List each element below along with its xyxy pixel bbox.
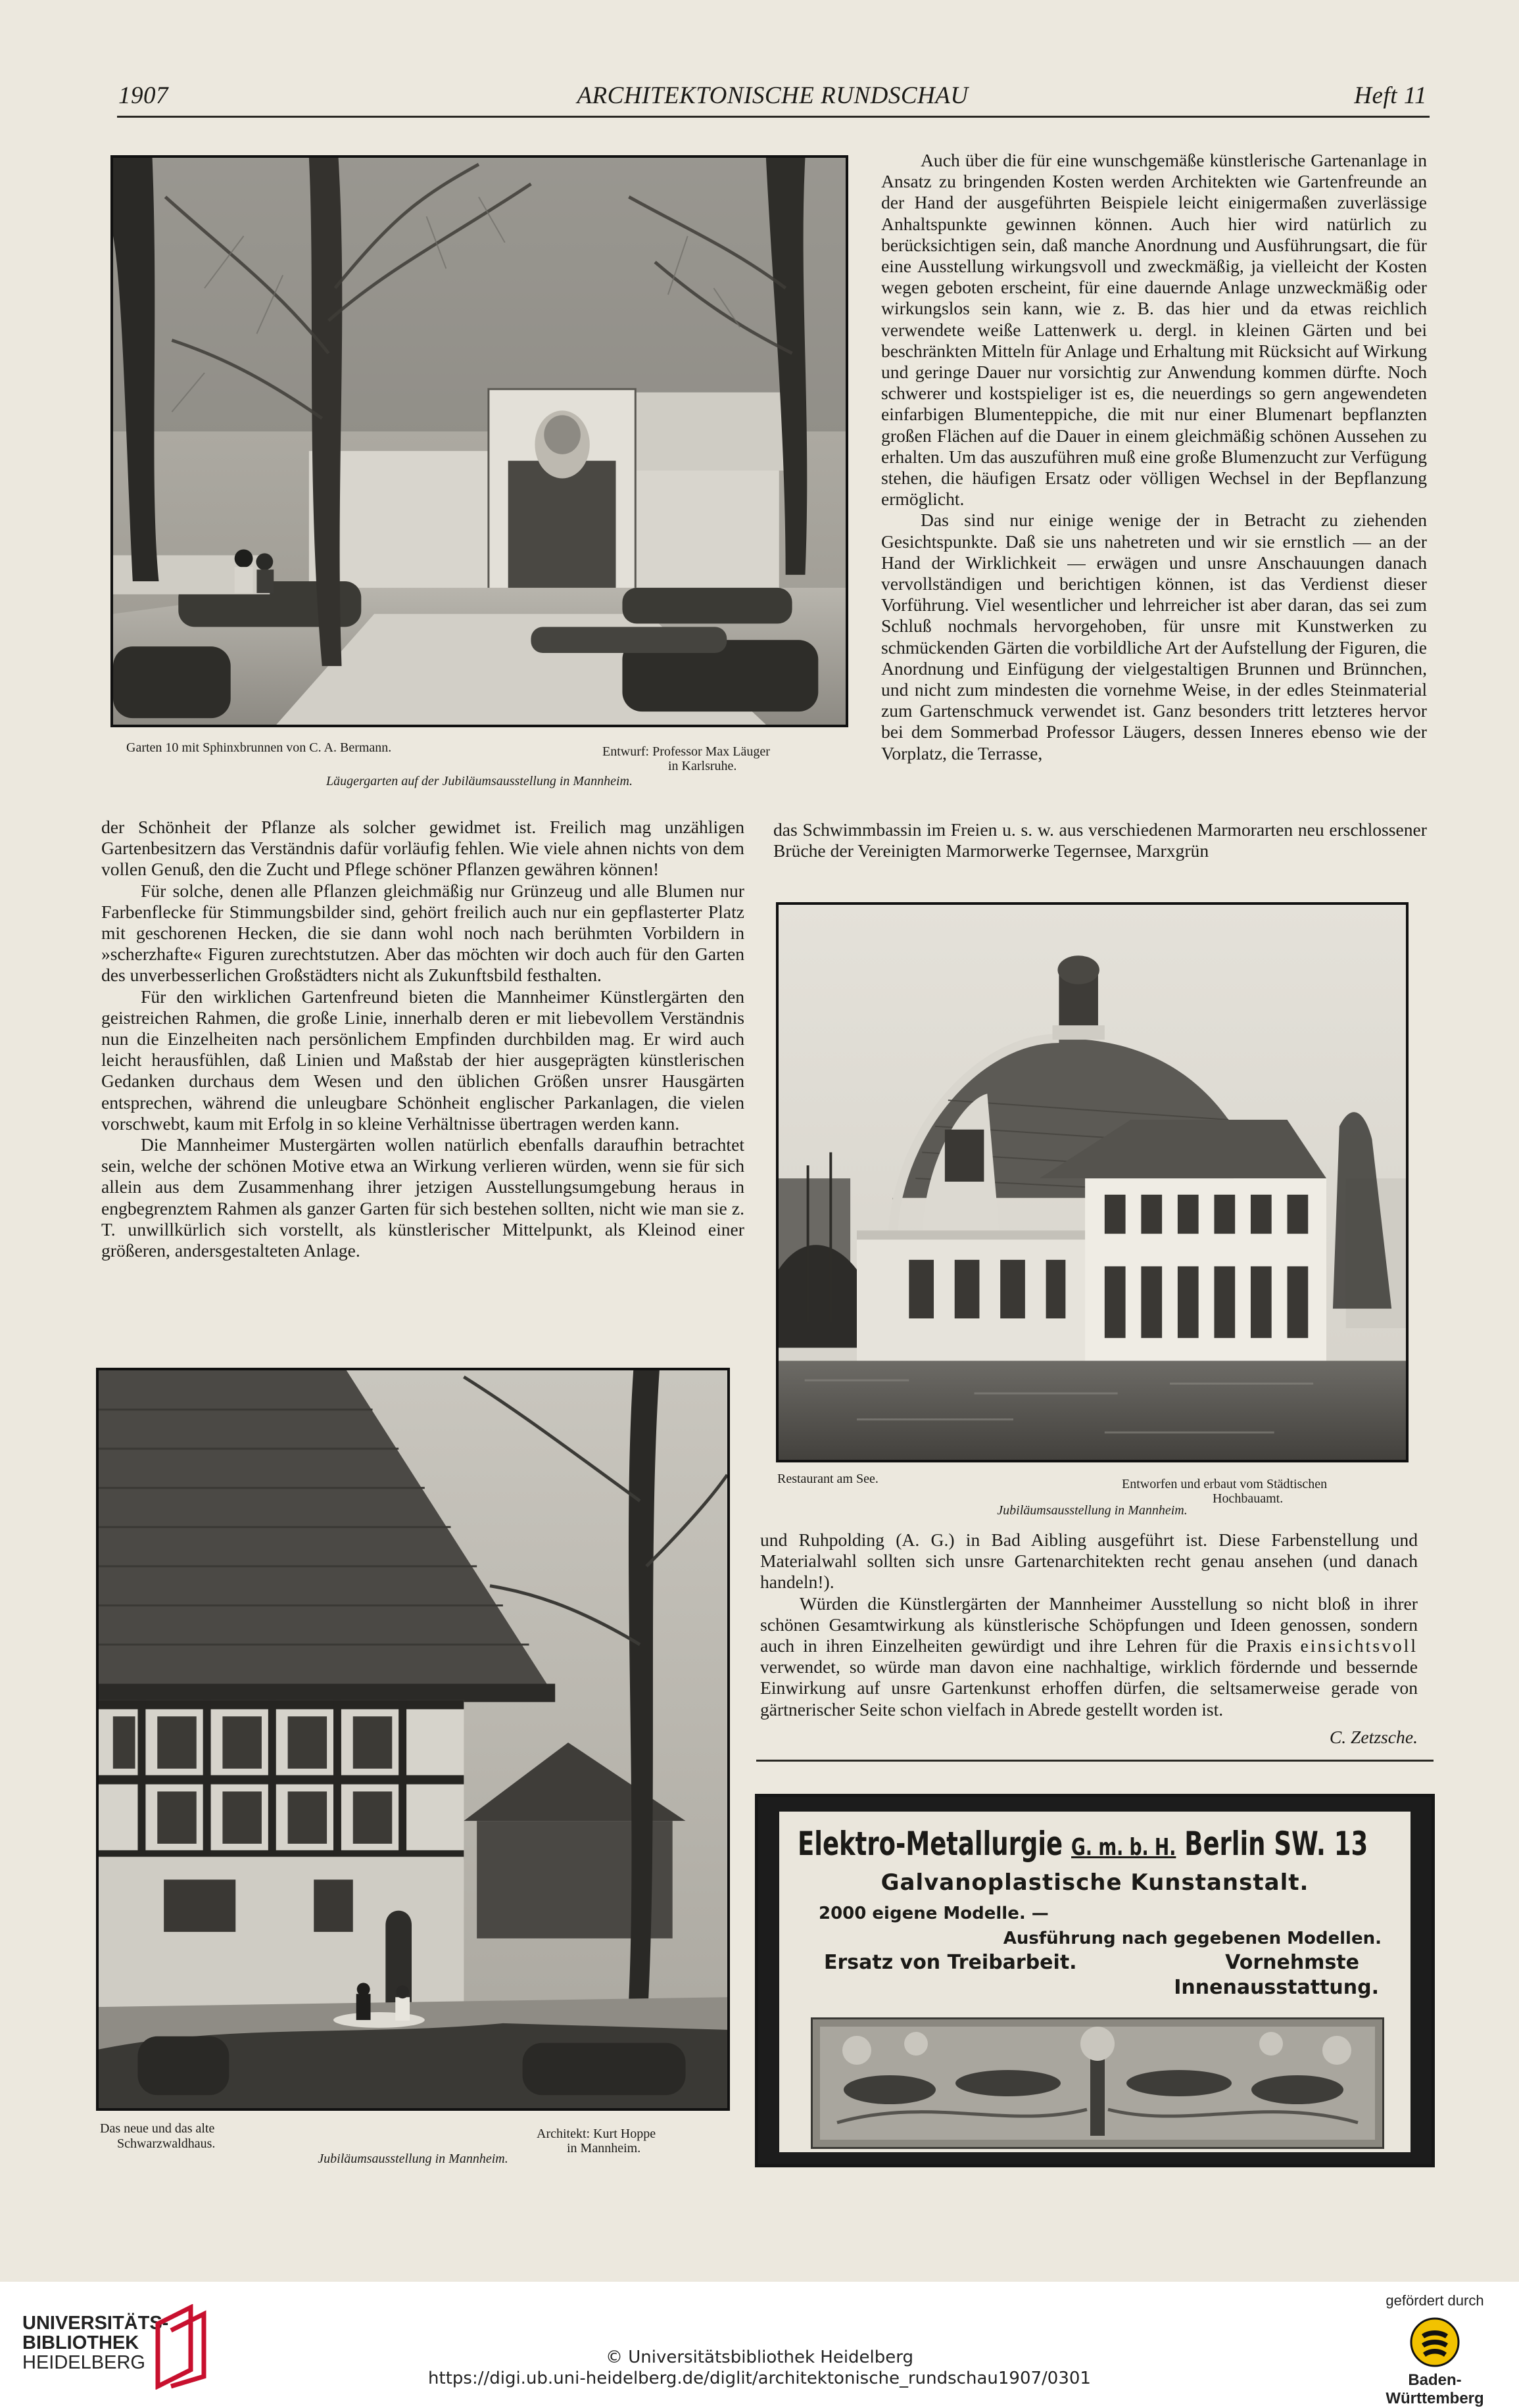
permalink[interactable]: https://digi.ub.uni-heidelberg.de/diglit/architektonische_rundschau1907/0301 [428, 2369, 1091, 2388]
text-column-right-bottom [760, 1529, 1418, 1720]
text-column-right-top [881, 150, 1427, 764]
ad-execution: Ausführung nach gegebenen Modellen. [1003, 1929, 1382, 1948]
paragraph-text: verwendet, so würde man davon eine nachhaltige, wirklich fördernde und bessernde Einwirkung auf unsre Gartenkunst erhoffen dürfen, die seltsamerweise gerade von gärtnerischer Seite schon vielfach in Abrede gestellt worden ist. [760, 1656, 1418, 1720]
paragraph: Auch über die für eine wunschgemäße künstlerische Gartenanlage in Ansatz zu bringenden Kosten werden Architekten wie Gartenfreunde an der Hand der ausgeführten Beispiele leicht einigermaßen zuverlässige Anhaltspunkte gewinnen können. Auch hier wird natürlich zu berücksichtigen sein, daß manche Anordnung und Ausführungsart, die für eine Ausstellung wirkungsvoll und zweckmäßig, ja vielleicht der Kosten wegen geboten erscheint, für eine dauernde Anlage unzweckmäßig oder wirkungslos sein kann, wie z. B. das hier und da etwas reichlich verwendete weiße Lattenwerk u. dergl. in kleinen Gärten und bei beschränkten Mitteln für Anlage und Erhaltung mit Rücksicht auf Wirkung und geringe Dauer nur vorsichtig zur Anwendung kommen dürfte. Noch schwerer und kostspieliger ist es, die neuerdings so gern angewendeten einfarbigen Blumenteppiche, die mit nur einer Blumenart bepflanzten großen Flächen auf die Dauer in einem gleichmäßig schönen Aussehen zu erhalten. Um das auszuführen muß eine große Blumenzucht zur Verfügung stehen, die häufigen Ersatz oder völligen Wechsel in der Bepflanzung ermöglicht. [881, 150, 1427, 510]
paragraph: Die Mannheimer Mustergärten wollen natürlich ebenfalls daraufhin betrachtet sein, welche der schönen Motive etwa an Wirkung verlieren würden, wenn sie für sich allein aus dem Zusammenhang ihrer jetzigen Ausstellungsumgebung heraus in engbegrenztem Rahmen als ganzer Garten für sich bestehen sollten, nicht wie man sie z. T. unwillkürlich sich vorstellt, als künstlerischer Mittelpunkt, als Kleinod einer größeren, andersgestalteten Anlage. [101, 1134, 744, 1261]
running-head [118, 82, 1427, 114]
restaurant-caption-right-2: Hochbauamt. [1213, 1491, 1284, 1506]
house-caption-left-2: Schwarzwaldhaus. [117, 2136, 216, 2151]
house-caption-center: Jubiläumsausstellung in Mannheim. [318, 2152, 508, 2166]
text-wide-lines [773, 819, 1427, 861]
ad-replacement: Ersatz von Treibarbeit. [824, 1951, 1077, 1974]
relief-plaque-image [811, 2017, 1384, 2149]
garden-caption-left: Garten 10 mit Sphinxbrunnen von C. A. Bermann. [126, 740, 392, 755]
garden-caption-right-2: in Karlsruhe. [668, 759, 737, 773]
ad-interior: Innenausstattung. [1174, 1976, 1379, 1999]
emphasized-word: einsichtsvoll [1300, 1635, 1418, 1656]
ad-finest: Vornehmste [1225, 1951, 1359, 1974]
garden-image [113, 158, 846, 725]
ad-company-name: Elektro-Metallurgie [798, 1825, 1063, 1863]
paragraph: der Schönheit der Pflanze als solcher gewidmet ist. Freilich mag unzähligen Gartenbesitzern das Verständnis dafür vorläufig fehlen. Wie viele ahnen nichts von dem vollen Genuß, den die Zucht und Pflege schöner Pflanzen gewähren können! [101, 817, 744, 880]
baden-wuerttemberg-coat-of-arms-icon [1409, 2316, 1461, 2369]
library-footer [0, 2282, 1519, 2407]
ad-border-bottom [758, 2152, 1432, 2164]
volume-year: 1907 [118, 82, 168, 109]
journal-title: ARCHITEKTONISCHE RUNDSCHAU [577, 82, 969, 109]
end-rule [756, 1760, 1434, 1762]
paragraph: Das sind nur einige wenige der in Betracht zu ziehenden Gesichtspunkte. Daß sie uns nahetreten und wir sie ernstlich — an der Hand der Wirklichkeit — erwägen und unsre Anschauungen danach vervollständigen und berichtigen können, ist das Verdienst dieser Vorführung. Viel wesentlicher und lehrreicher ist aber daran, das sei zum Schluß nochmals hervorgehoben, für unsre mit Kunstwerken zu schmückenden Gärten die vorbildliche Art der Aufstellung der Figuren, die Anordnung und Einfügung der vielgestaltigen Brunnen und Brünnchen, und nicht zum mindesten die vornehme Weise, in der edles Steinmaterial zum Gartenschmuck verwendet ist. Ganz besonders tritt letzteres hervor bei dem Sommerbad Professor Läugers, dessen Inneres ebenso wie der Vorplatz, die Terrasse, [881, 510, 1427, 763]
garden-caption-right-1: Entwurf: Professor Max Läuger [602, 744, 770, 759]
library-name-line: HEIDELBERG [22, 2352, 145, 2373]
house-caption-right-2: in Mannheim. [567, 2141, 641, 2155]
paragraph-continued: das Schwimmbassin im Freien u. s. w. aus verschiedenen Marmorarten neu erschlossener Brüche der Vereinigten Marmorwerke Tegernsee, Marxgrün [773, 819, 1427, 861]
text-column-left [101, 817, 744, 1261]
paragraph-text: Würden die Künstlergärten der Mannheimer Ausstellung so nicht bloß in ihrer schönen Gesamtwirkung als künstlerische Schöpfungen und Ideen genossen, sondern auch in ihren Einzelheiten gewürdigt und ihre Lehren für die Praxis [760, 1593, 1418, 1656]
ad-company-line [798, 1825, 1368, 1863]
paragraph: Für den wirklichen Gartenfreund bieten die Mannheimer Künstlergärten den geistreichen Rahmen, die große Linie, innerhalb deren er mit liebevollem Verständnis nun die Einzelheiten nach persönlichem Empfinden durchbilden mag. Er wird auch leicht herausfühlen, daß Linien und Maßstab der hier ausgeprägten künstlerischen Gedanken durchaus dem Wesen und den üblichen Größen unsrer Hausgärten entsprechen, während die unleugbare Schönheit englischer Parkanlagen, die vielen vorschwebt, kaum mit Erfolg in so kleine Verhältnisse übertragen werden kann. [101, 986, 744, 1134]
restaurant-image [779, 905, 1406, 1460]
house-caption-right-1: Architekt: Kurt Hoppe [537, 2127, 656, 2141]
paragraph: Für solche, denen alle Pflanzen gleichmäßig nur Grünzeug und alle Blumen nur Farbenflecke für Stimmungsbilder sind, gehört freilich auch nur ein gepflasterter Platz mit geschorenen Hecken, die sie dann wohl noch nach berühmten Vorbildern in »scherzhafte« Figuren zurechtstutzen. Aber das möchten wir doch auch für den Garten des unverbesserlichen Großstädters nicht als Zukunftsbild festhalten. [101, 880, 744, 986]
signature: C. Zetzsche. [1329, 1727, 1418, 1747]
advertisement [755, 1794, 1435, 2167]
ad-models: 2000 eigene Modelle. — [819, 1904, 1049, 1923]
copyright: © Universitätsbibliothek Heidelberg [605, 2348, 913, 2367]
restaurant-caption-center: Jubiläumsausstellung in Mannheim. [997, 1503, 1188, 1518]
ad-company-city: Berlin SW. 13 [1184, 1825, 1368, 1863]
paragraph: und Ruhpolding (A. G.) in Bad Aibling ausgeführt ist. Diese Farbenstellung und Materialwahl sollten sich unsre Gartenarchitekten recht genau ansehen (und danach handeln!). [760, 1529, 1418, 1593]
header-rule [117, 116, 1430, 118]
restaurant-caption-right-1: Entworfen und erbaut vom Städtischen [1122, 1477, 1328, 1491]
issue-number: Heft 11 [1354, 82, 1427, 109]
ad-border-left [758, 1797, 779, 2164]
library-name-line: BIBLIOTHEK [22, 2332, 139, 2353]
library-name-line: UNIVERSITÄTS- [22, 2313, 169, 2334]
ad-border-top [758, 1797, 1432, 1812]
restaurant-caption-left: Restaurant am See. [777, 1472, 879, 1486]
paragraph [760, 1593, 1418, 1720]
garden-photo [110, 155, 848, 727]
funder-name: Baden-Württemberg [1386, 2371, 1484, 2407]
black-forest-house-photo [96, 1368, 730, 2111]
ad-border-right [1410, 1797, 1432, 2164]
ad-company-form: G. m. b. H. [1071, 1834, 1176, 1861]
funded-by: gefördert durch [1386, 2292, 1484, 2309]
black-forest-house-image [99, 1370, 727, 2108]
house-caption-left-1: Das neue und das alte [100, 2121, 215, 2136]
restaurant-photo [776, 902, 1409, 1462]
ad-subtitle: Galvanoplastische Kunstanstalt. [880, 1869, 1309, 1896]
garden-caption-center: Läugergarten auf der Jubiläumsausstellung in Mannheim. [326, 774, 633, 788]
